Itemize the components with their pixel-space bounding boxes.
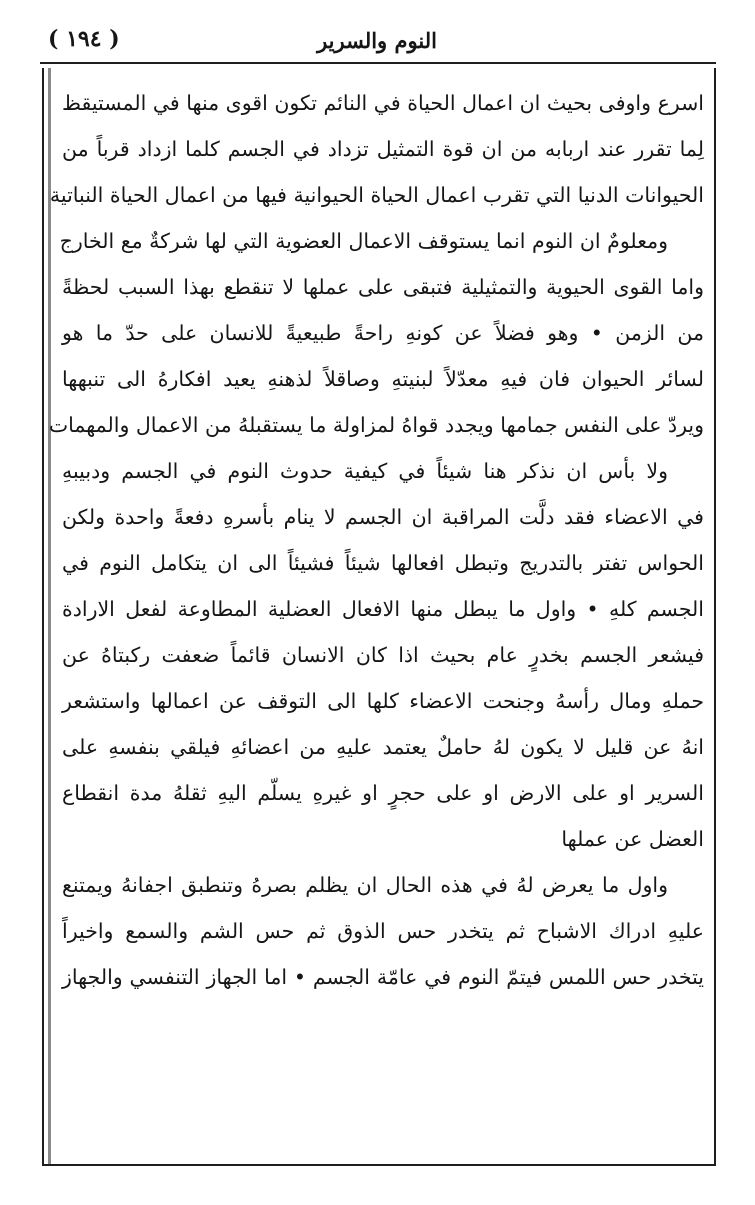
text-line: عليهِ ادراك الاشباح ثم يتخدر حس الذوق ثم حس الشم والسمع واخيراً [62,919,704,943]
text-line: السرير او على الارض او على حجرٍ او غيرهِ يسلّم اليهِ ثقلهُ مدة انقطاع [62,781,705,805]
paragraph-first-line: ومعلومٌ ان النوم انما يستوقف الاعمال العضوية التي لها شركةٌ مع الخارج [59,229,668,253]
text-line: ويردّ على النفس جمامها ويجدد قواهُ لمزاولة ما يستقبلهُ من الاعمال والمهمات [48,413,704,437]
running-title: النوم والسرير [317,28,437,53]
paragraph-first-line: ولا بأس ان نذكر هنا شيئاً في كيفية حدوث النوم في الجسم ودبيبهِ [62,459,668,483]
text-line: حملهِ ومال رأسهُ وجنحت الاعضاء كلها الى التوقف عن اعمالها واستشعر [62,689,704,713]
text-line: الحواس تفتر بالتدريج وتبطل افعالها شيئاً فشيئاً الى ان يتكامل النوم في [62,551,704,575]
page-number: ( ١٩٤ ) [48,26,120,52]
paragraph-last-line: العضل عن عملها [561,827,704,851]
text-line: لسائر الحيوان فان فيهِ معدّلاً لبنيتهِ وصاقلاً لذهنهِ يعيد افكارهُ الى تنبهها [62,367,704,391]
body-text [48,80,705,1000]
text-line: انهُ عن قليل لا يكون لهُ حاملٌ يعتمد عليهِ من اعضائهِ فيلقي بنفسهِ على [62,735,704,759]
frame-inner-rule [48,68,51,1164]
text-line: لِما تقرر عند اربابه من ان قوة التمثيل تزداد في الجسم كلما ازداد قرباً من [62,137,704,161]
text-line: في الاعضاء فقد دلَّت المراقبة ان الجسم لا ينام بأسرهِ دفعةً واحدة ولكن [62,505,704,529]
text-line: واما القوى الحيوية والتمثيلية فتبقى على عملها لا تنقطع بهذا السبب لحظةً [62,275,704,299]
paragraph-first-line: واول ما يعرض لهُ في هذه الحال ان يظلم بصرهُ وتنطبق اجفانهُ ويمتنع [62,873,668,897]
text-line: الجسم كلهِ • واول ما يبطل منها الافعال العضلية المطاوعة لفعل الارادة [62,597,704,621]
text-line: اسرع واوفى بحيث ان اعمال الحياة في النائم تكون اقوى منها في المستيقظ [62,91,704,115]
text-line: يتخدر حس اللمس فيتمّ النوم في عامّة الجسم • اما الجهاز التنفسي والجهاز [62,965,704,989]
text-line: من الزمن • وهو فضلاً عن كونهِ راحةً طبيعيةً للانسان على حدّ ما هو [62,321,704,345]
text-line: الحيوانات الدنيا التي تقرب اعمال الحياة الحيوانية فيها من اعمال الحياة النباتية [49,183,704,207]
page-header [40,26,714,66]
header-rule [40,62,716,64]
text-line: فيشعر الجسم بخدرٍ عام بحيث اذا كان الانسان قائماً ضعفت ركبتاهُ عن [62,643,704,667]
